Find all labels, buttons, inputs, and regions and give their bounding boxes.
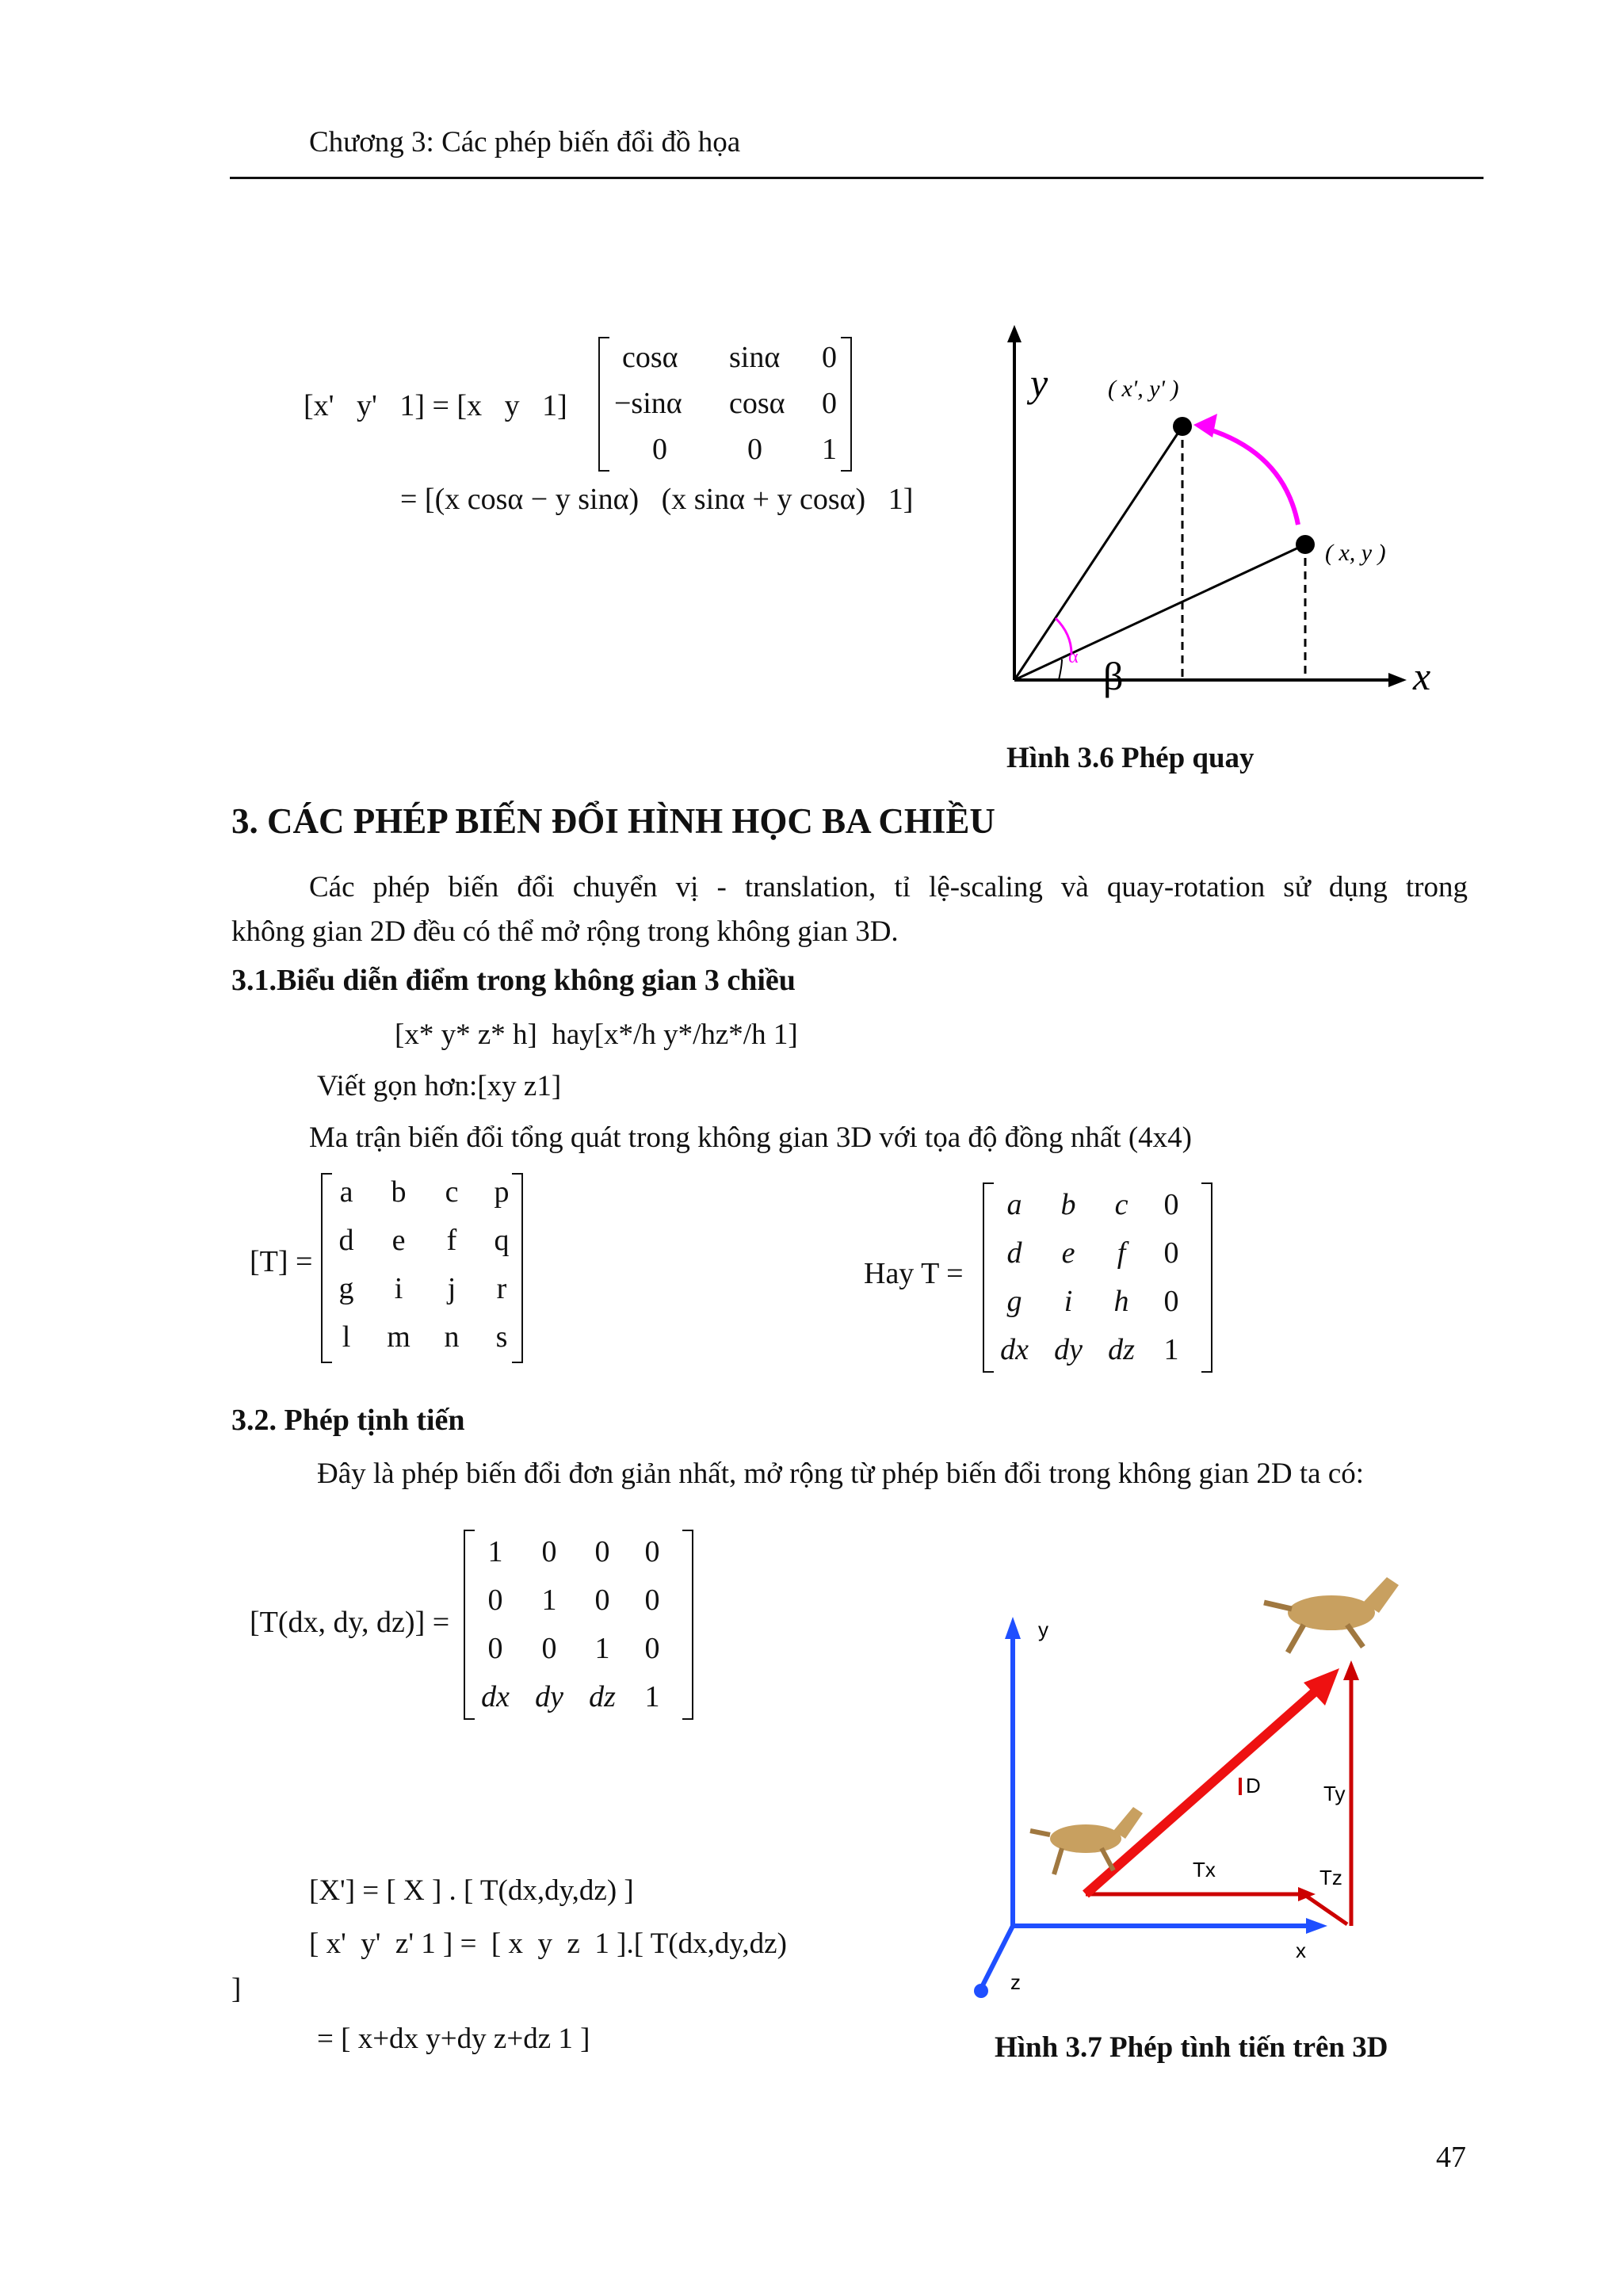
fig37-z-arrowhead (974, 1984, 988, 1998)
matrix-cell: 0 (594, 1584, 610, 1617)
translation-matrix (464, 1530, 693, 1720)
matrix-cell: j (447, 1272, 456, 1305)
section-3-1-line1: [x* y* z* h] hay[x*/h y*/hz*/h 1] (395, 1018, 798, 1051)
section-3-1-line3: Ma trận biến đổi tổng quát trong không gian 3D với tọa độ đồng nhất (4x4) (309, 1121, 1192, 1154)
matrix-cell: dy (1054, 1333, 1083, 1366)
matrix-cell: 0 (1163, 1285, 1179, 1318)
x-axis-arrowhead (1388, 673, 1407, 687)
prime-point (1173, 417, 1192, 436)
rotation-equation-result: = [(x cosα − y sinα) (x sinα + y cosα) 1] (400, 483, 914, 516)
matrix-cell: q (494, 1224, 510, 1257)
figure-3-6-caption: Hình 3.6 Phép quay (1006, 742, 1254, 774)
matrix-cell: −sinα (614, 387, 682, 420)
translation-matrix-label-text: [T(dx, dy, dz)] = (250, 1606, 450, 1639)
fig36-point-label: ( x, y ) (1325, 540, 1386, 566)
y-axis-arrowhead (1007, 325, 1022, 342)
figure-3-7-translation-3d (967, 1553, 1442, 2013)
matrix-cell: 0 (747, 433, 762, 466)
section-3-intro-line2: không gian 2D đều có thể mở rộng trong không gian 3D. (231, 915, 899, 948)
matrix-cell: 0 (644, 1584, 660, 1617)
fig37-y-label: y (1038, 1618, 1048, 1641)
translation-eq2: [ x' y' z' 1 ] = [ x y z 1 ].[ T(dx,dy,dz) (309, 1927, 787, 1960)
ty-arrowhead (1343, 1660, 1359, 1680)
matrix-cell: 1 (541, 1584, 557, 1617)
matrix-cell: c (445, 1175, 459, 1209)
section-3-2-line1: Đây là phép biến đổi đơn giản nhất, mở rộng từ phép biến đổi trong không gian 2D ta có: (317, 1457, 1365, 1490)
section-3-1-heading: 3.1.Biểu diễn điểm trong không gian 3 chiều (231, 964, 796, 997)
matrix-cell: b (1060, 1188, 1076, 1221)
matrix-cell: 1 (644, 1680, 660, 1713)
hay-T-matrix (983, 1182, 1212, 1373)
matrix-cell: n (444, 1320, 460, 1354)
matrix-cell: s (495, 1320, 508, 1354)
matrix-cell: 1 (822, 433, 837, 466)
beta-arc (1059, 659, 1062, 680)
matrix-cell: 0 (1163, 1236, 1179, 1270)
matrix-cell: dx (481, 1680, 510, 1713)
fig37-tz-label: Tz (1319, 1866, 1342, 1889)
fig37-y-arrowhead (1005, 1617, 1021, 1639)
matrix-cell: p (494, 1175, 510, 1209)
figure-3-7-caption: Hình 3.7 Phép tình tiến trên 3D (995, 2031, 1388, 2064)
matrix-cell: i (394, 1272, 403, 1305)
header-rule (230, 177, 1484, 179)
T-matrix-label (250, 1244, 312, 1279)
matrix-cell: d (1006, 1236, 1022, 1270)
running-header: Chương 3: Các phép biến đổi đồ họa (309, 126, 741, 159)
rotation-equation-lhs: [x' y' 1] = [x y 1] (304, 389, 567, 422)
T-matrix-label-text: [T] = (250, 1245, 313, 1278)
fig37-x-label: x (1296, 1939, 1306, 1962)
section-3-2-heading: 3.2. Phép tịnh tiến (231, 1404, 465, 1437)
matrix-cell: c (1114, 1188, 1128, 1221)
rotation-arc (1205, 428, 1298, 525)
matrix-cell: e (391, 1224, 406, 1257)
matrix-cell: i (1064, 1285, 1073, 1318)
translation-matrix-label (250, 1605, 449, 1640)
matrix-cell: 0 (1163, 1188, 1179, 1221)
matrix-cell: m (387, 1320, 411, 1354)
fig37-x-arrowhead (1306, 1918, 1327, 1934)
matrix-cell: f (446, 1224, 457, 1257)
matrix-cell: cosα (622, 341, 678, 374)
matrix-cell: e (1061, 1236, 1075, 1270)
matrix-cell: l (342, 1320, 351, 1354)
section-3-1-line2: Viết gọn hơn:[xy z1] (317, 1070, 562, 1102)
matrix-cell: g (338, 1272, 354, 1305)
fig36-prime-point-label: ( x', y' ) (1108, 376, 1179, 402)
matrix-cell: r (496, 1272, 507, 1305)
T-general-matrix (321, 1173, 523, 1363)
matrix-cell: 0 (594, 1535, 610, 1568)
matrix-cell: a (1006, 1188, 1022, 1221)
fig36-alpha-label: α (1068, 647, 1079, 667)
matrix-cell: 0 (652, 433, 667, 466)
hay-T-label-text: Hay T = (864, 1257, 964, 1290)
matrix-cell: 0 (487, 1632, 503, 1665)
matrix-cell: cosα (729, 387, 785, 420)
translation-eq1: [X'] = [ X ] . [ T(dx,dy,dz) ] (309, 1874, 634, 1907)
rotation-matrix (598, 337, 852, 472)
matrix-cell: 0 (822, 341, 837, 374)
matrix-cell: 0 (644, 1632, 660, 1665)
fig37-z-axis (983, 1926, 1013, 1985)
matrix-cell: f (1117, 1236, 1126, 1270)
matrix-cell: 0 (541, 1632, 557, 1665)
matrix-cell: dz (1108, 1333, 1135, 1366)
matrix-cell: 0 (541, 1535, 557, 1568)
matrix-cell: dy (535, 1680, 563, 1713)
matrix-cell: 0 (487, 1584, 503, 1617)
matrix-cell: dz (589, 1680, 616, 1713)
matrix-cell: dx (1000, 1333, 1029, 1366)
matrix-cell: 0 (644, 1535, 660, 1568)
matrix-cell: g (1006, 1285, 1022, 1318)
matrix-cell: 0 (822, 387, 837, 420)
section-3-heading: 3. CÁC PHÉP BIẾN ĐỔI HÌNH HỌC BA CHIỀU (231, 801, 995, 841)
figure-3-6-rotation (983, 317, 1431, 713)
fig37-d-label: D (1246, 1774, 1261, 1797)
matrix-cell: a (339, 1175, 353, 1209)
matrix-cell: 1 (594, 1632, 610, 1665)
matrix-cell: sinα (729, 341, 781, 374)
matrix-cell: 1 (1163, 1333, 1179, 1366)
matrix-cell: b (391, 1175, 407, 1209)
fig37-z-label: z (1010, 1970, 1021, 1994)
rotation-arc-arrowhead (1193, 414, 1217, 437)
matrix-cell: h (1113, 1285, 1129, 1318)
fig37-tx-label: Tx (1193, 1858, 1216, 1881)
point (1296, 535, 1315, 554)
translation-eq2-tail: ] (231, 1973, 242, 2005)
fig36-x-label: x (1413, 654, 1431, 698)
fig37-ty-label: Ty (1323, 1782, 1346, 1805)
page-number: 47 (1436, 2141, 1466, 2174)
translation-eq3: = [ x+dx y+dy z+dz 1 ] (317, 2023, 590, 2055)
matrix-cell: d (338, 1224, 354, 1257)
horse-end (1264, 1577, 1399, 1652)
fig36-beta-label: β (1103, 654, 1124, 698)
hay-T-label (864, 1256, 964, 1291)
section-3-intro-line1: Các phép biến đổi chuyển vị - translation, tỉ lệ-scaling và quay-rotation sử dụng trong (309, 871, 1468, 904)
fig36-y-label: y (1030, 361, 1048, 405)
matrix-cell: 1 (487, 1535, 503, 1568)
